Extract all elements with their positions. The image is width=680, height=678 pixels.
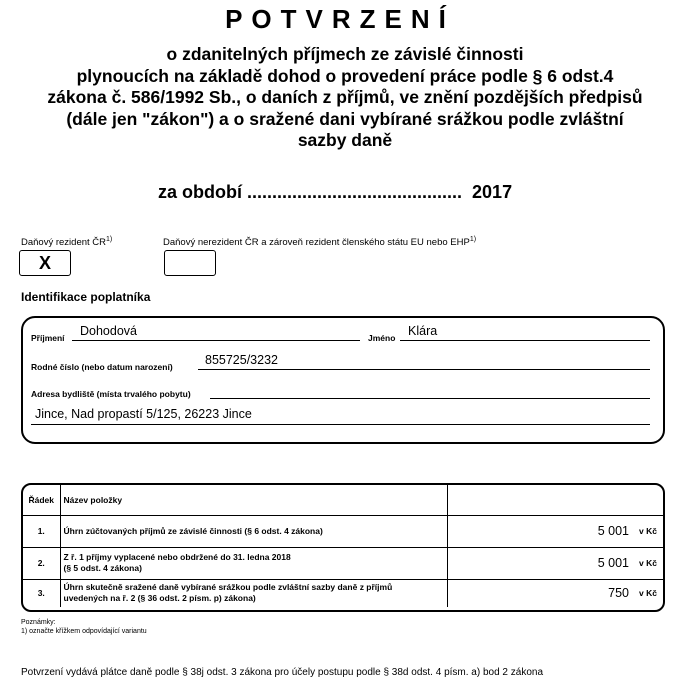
surname-underline bbox=[72, 340, 360, 341]
table-row bbox=[23, 547, 663, 579]
table-header-row bbox=[23, 485, 663, 515]
period-year: 2017 bbox=[472, 182, 513, 202]
column-header-name: Název položky bbox=[60, 485, 447, 515]
row-unit: v Kč bbox=[639, 557, 657, 568]
row-number: 1. bbox=[23, 515, 60, 547]
resident-checkbox[interactable]: X bbox=[19, 250, 71, 276]
row-value[interactable] bbox=[447, 579, 663, 607]
notes bbox=[21, 618, 147, 636]
note-1: 1) označte křížkem odpovídající variantu bbox=[21, 628, 147, 635]
surname-label: Příjmení bbox=[31, 333, 65, 343]
identification-title: Identifikace poplatníka bbox=[21, 290, 151, 304]
surname-value[interactable]: Dohodová bbox=[80, 324, 137, 338]
subtitle-line: o zdanitelných příjmech ze závislé činnosti bbox=[166, 44, 524, 64]
nonresident-checkbox[interactable] bbox=[164, 250, 216, 276]
footer-text: Potvrzení vydává plátce daně podle § 38j odst. 3 zákona pro účely postupu podle § 38d odst. 4 písm. a) bod 2 zákona bbox=[21, 667, 544, 678]
address-underline bbox=[31, 424, 650, 425]
firstname-label: Jméno bbox=[368, 333, 396, 343]
address-value[interactable]: Jince, Nad propastí 5/125, 26223 Jince bbox=[35, 407, 252, 421]
row-unit: v Kč bbox=[639, 587, 657, 598]
row-amount: 5 001 bbox=[597, 555, 629, 570]
birth-number-underline bbox=[198, 369, 650, 370]
subtitle-line: plynoucích na základě dohod o provedení práce podle § 6 odst.4 bbox=[76, 65, 614, 86]
row-value[interactable] bbox=[447, 547, 663, 579]
firstname-value[interactable]: Klára bbox=[408, 324, 438, 338]
column-header-value bbox=[447, 485, 663, 515]
row-name: Úhrn skutečně sražené daně vybírané srážkou podle zvláštní sazby daně z příjmů uvedených na ř. 2 (§ 36 odst. 2 písm. p) zákona) bbox=[60, 579, 447, 607]
row-number: 3. bbox=[23, 579, 60, 607]
notes-title: Poznámky: bbox=[21, 619, 56, 626]
row-amount: 750 bbox=[608, 585, 629, 600]
row-unit: v Kč bbox=[639, 525, 657, 536]
table-row bbox=[23, 579, 663, 607]
nonresident-label: Daňový nerezident ČR a zároveň rezident členského státu EU nebo EHP$^{1)}$ bbox=[163, 236, 477, 249]
row-name: Z ř. 1 příjmy vyplacené nebo obdržené do 31. ledna 2018 (§ 5 odst. 4 zákona) bbox=[60, 547, 447, 579]
document-subtitle bbox=[0, 44, 680, 152]
row-number: 2. bbox=[23, 547, 60, 579]
address-label: Adresa bydliště (místa trvalého pobytu) bbox=[31, 389, 191, 399]
table-row bbox=[23, 515, 663, 547]
subtitle-line: sazby daně bbox=[297, 130, 393, 150]
birth-number-value[interactable]: 855725/3232 bbox=[205, 353, 278, 367]
subtitle-line: zákona č. 586/1992 Sb., o daních z příjmů, ve znění pozdějších předpisů bbox=[47, 87, 643, 107]
address-label-underline bbox=[210, 398, 650, 399]
column-header-row: Řádek bbox=[23, 485, 60, 515]
row-name: Úhrn zúčtovaných příjmů ze závislé činnosti (§ 6 odst. 4 zákona) bbox=[60, 515, 447, 547]
period-line bbox=[158, 182, 512, 203]
subtitle-line: (dále jen "zákon") a o sražené dani vybírané srážkou podle zvláštní bbox=[66, 108, 624, 129]
row-amount: 5 001 bbox=[597, 523, 629, 538]
items-table bbox=[21, 483, 665, 612]
firstname-underline bbox=[400, 340, 650, 341]
birth-number-label: Rodné číslo (nebo datum narození) bbox=[31, 362, 173, 372]
period-label: za období ........................................... bbox=[158, 182, 463, 202]
document-title: POTVRZENÍ bbox=[225, 4, 455, 34]
resident-label: Daňový rezident ČR$^{1)}$ bbox=[21, 236, 113, 249]
row-value[interactable] bbox=[447, 515, 663, 547]
